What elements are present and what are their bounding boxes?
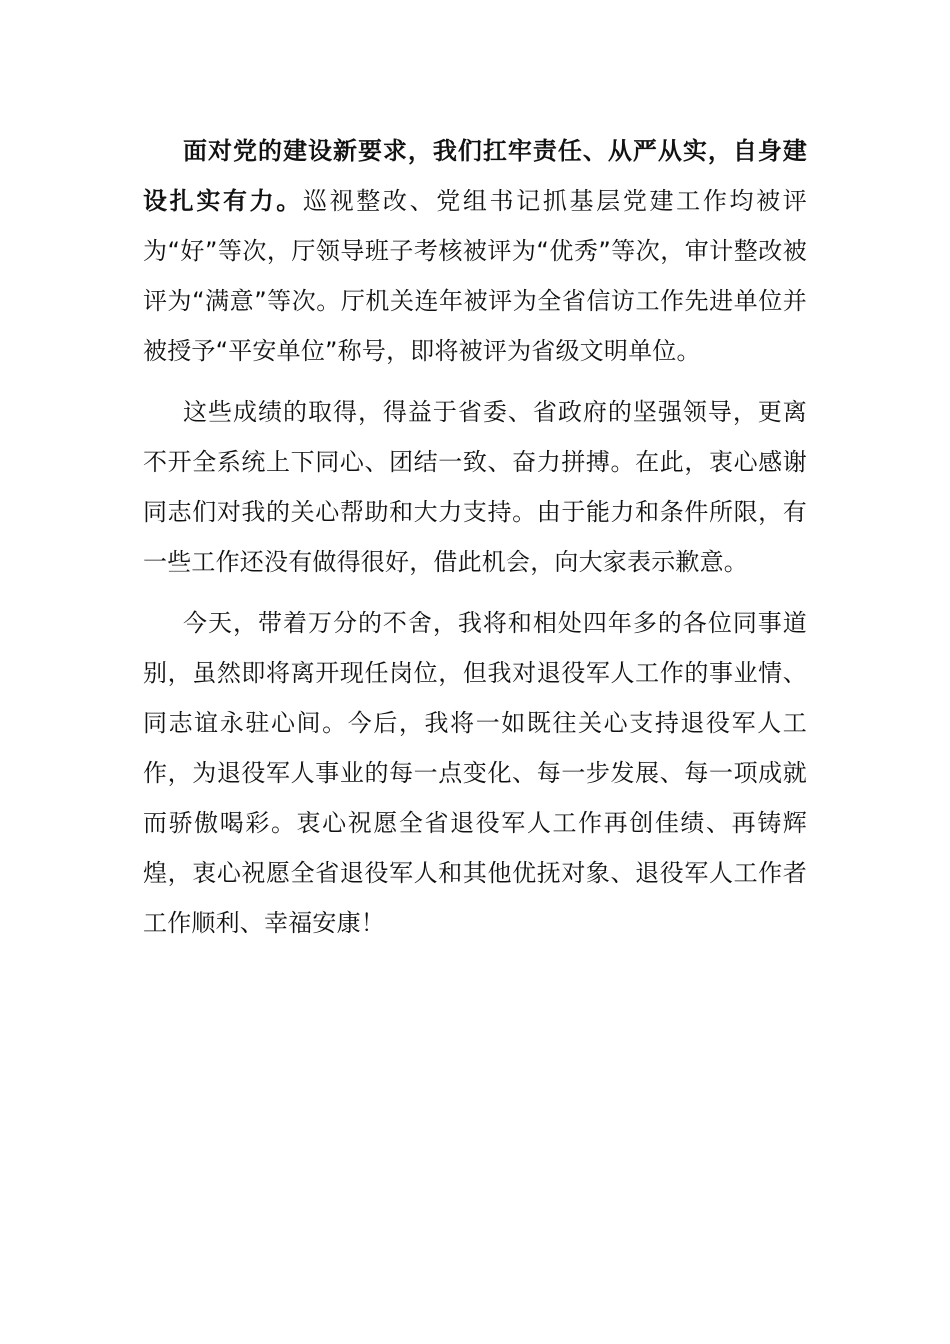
paragraph-2-text: 这些成绩的取得，得益于省委、省政府的坚强领导，更离不开全系统上下同心、团结一致、奋力拼搏。在此，衷心感谢同志们对我的关心帮助和大力支持。由于能力和条件所限，有一些工作还没有做得很好，借此机会，向大家表示歉意。 — [143, 398, 807, 576]
paragraph-3 — [143, 598, 807, 948]
paragraph-1 — [143, 126, 807, 376]
paragraph-1-text: 巡视整改、党组书记抓基层党建工作均被评为“好”等次，厅领导班子考核被评为“优秀”等次，审计整改被评为“满意”等次。厅机关连年被评为全省信访工作先进单位并被授予“平安单位”称号，即将被评为省级文明单位。 — [143, 187, 807, 365]
paragraph-1-lead: 面对党的建设新要求，我们扛牢责任、从严从实，自身建设扎实有力。 — [143, 137, 807, 215]
paragraph-3-text: 今天，带着万分的不舍，我将和相处四年多的各位同事道别，虽然即将离开现任岗位，但我对退役军人工作的事业情、同志谊永驻心间。今后，我将一如既往关心支持退役军人工作，为退役军人事业的每一点变化、每一步发展、每一项成就而骄傲喝彩。衷心祝愿全省退役军人工作再创佳绩、再铸辉煌，衷心祝愿全省退役军人和其他优抚对象、退役军人工作者工作顺利、幸福安康！ — [143, 609, 807, 937]
document-body — [143, 126, 807, 959]
paragraph-2 — [143, 387, 807, 587]
